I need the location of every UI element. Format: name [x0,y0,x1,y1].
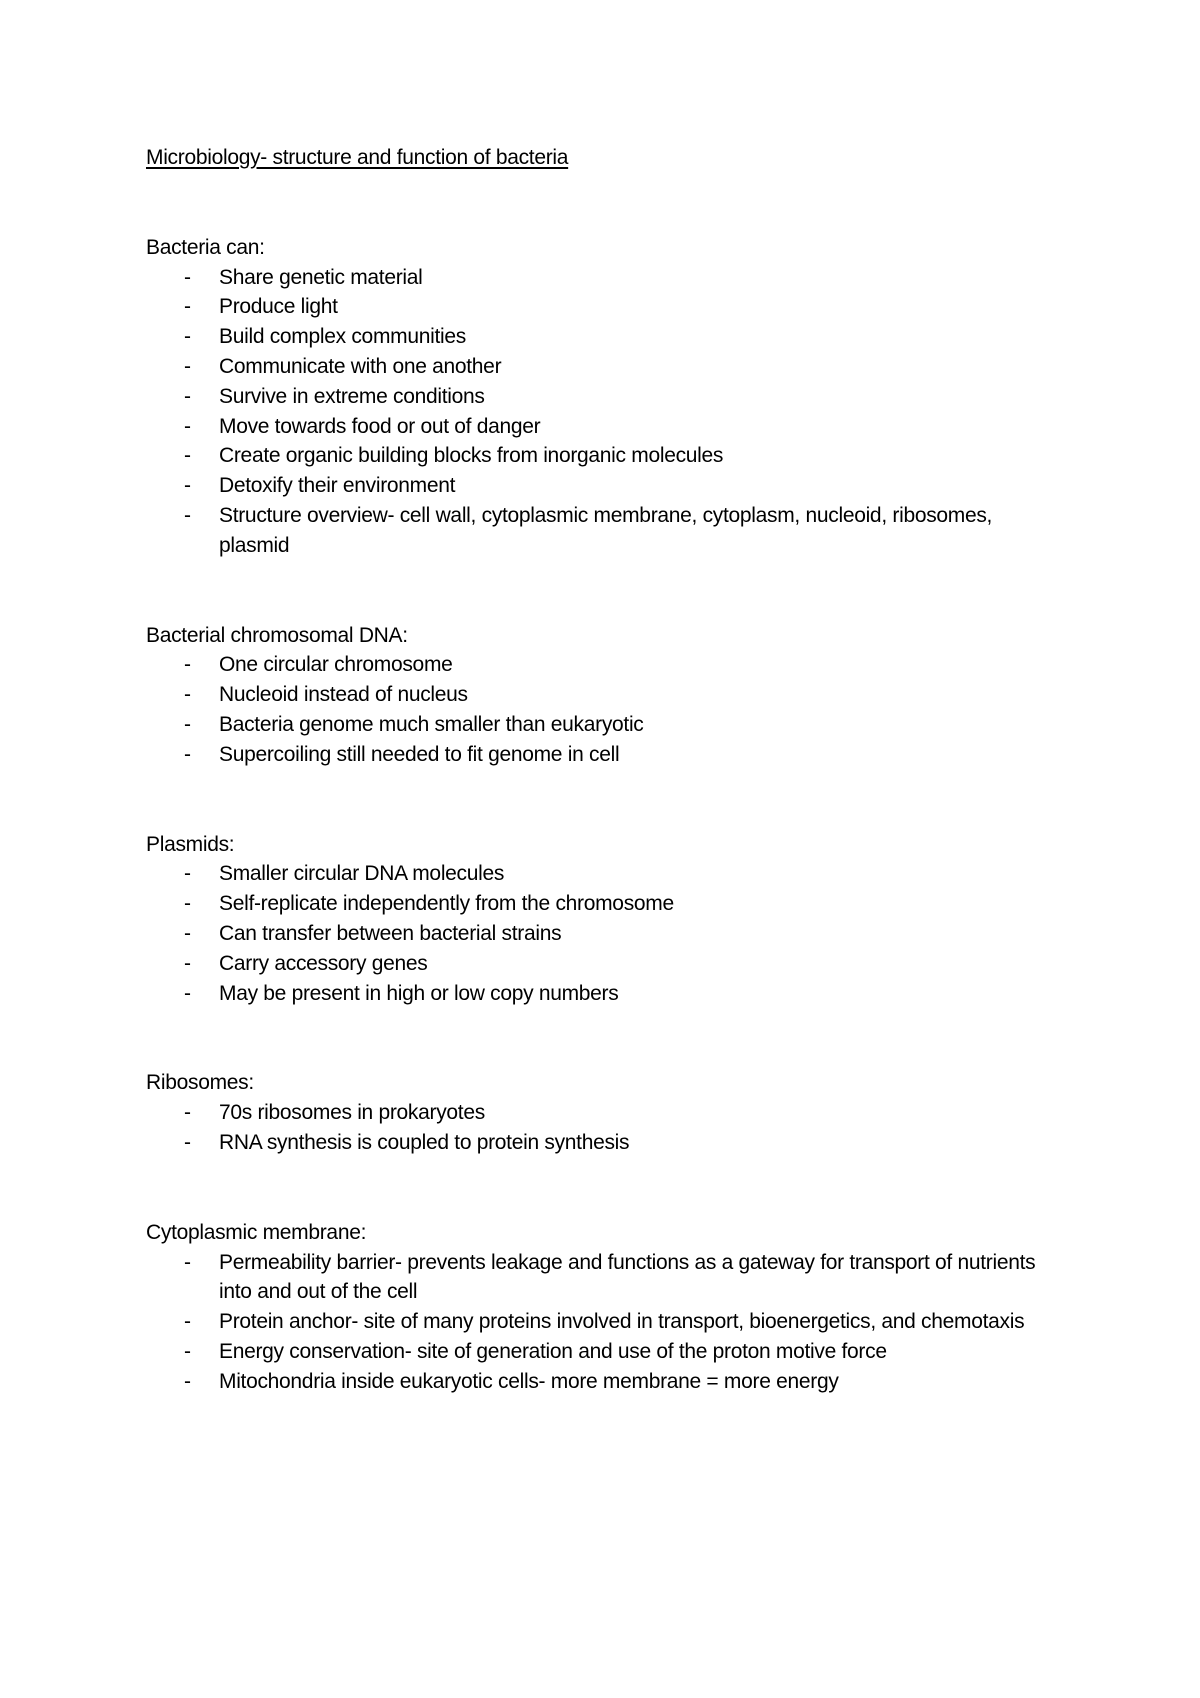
list-item [146,1367,1066,1397]
list-item-text: Share genetic material [219,265,423,289]
list-item-text: 70s ribosomes in prokaryotes [219,1101,485,1125]
list-item-text: Self-replicate independently from the chromosome [219,892,674,916]
dash-bullet: - [184,474,191,498]
spacer [146,770,1066,830]
list-item-text: Survive in extreme conditions [219,384,485,408]
dash-bullet: - [184,265,191,289]
bullet-list [146,1098,1066,1158]
dash-bullet: - [184,414,191,438]
section-heading: Bacteria can: [146,235,265,259]
list-item [146,949,1066,979]
bullet-list [146,650,1066,769]
dash-bullet: - [184,325,191,349]
section-ribosomes [146,1068,1066,1157]
list-item [146,1128,1066,1158]
list-item-text: Permeability barrier- prevents leakage and functions as a gateway for transport of nutrients into and out of the cell [219,1250,1036,1304]
dash-bullet: - [184,981,191,1005]
list-item [146,680,1066,710]
dash-bullet: - [184,892,191,916]
list-item [146,1337,1066,1367]
dash-bullet: - [184,503,191,527]
list-item-text: Supercoiling still needed to fit genome in cell [219,742,620,766]
list-item [146,740,1066,770]
section-heading: Cytoplasmic membrane: [146,1220,367,1244]
dash-bullet: - [184,444,191,468]
dash-bullet: - [184,683,191,707]
list-item-text: Carry accessory genes [219,951,428,975]
list-item [146,441,1066,471]
bullet-list [146,859,1066,1008]
list-item [146,859,1066,889]
dash-bullet: - [184,1101,191,1125]
list-item-text: Bacteria genome much smaller than eukaryotic [219,712,644,736]
list-item [146,710,1066,740]
dash-bullet: - [184,862,191,886]
spacer [146,1158,1066,1218]
list-item-text: Mitochondria inside eukaryotic cells- more membrane = more energy [219,1369,839,1393]
list-item [146,979,1066,1009]
section-heading: Plasmids: [146,832,235,856]
dash-bullet: - [184,742,191,766]
list-item-text: RNA synthesis is coupled to protein synthesis [219,1130,630,1154]
list-item [146,292,1066,322]
dash-bullet: - [184,1339,191,1363]
list-item [146,919,1066,949]
section-heading: Ribosomes: [146,1071,254,1095]
list-item-text: Produce light [219,295,338,319]
list-item-text: Move towards food or out of danger [219,414,541,438]
list-item-text: Can transfer between bacterial strains [219,921,562,945]
dash-bullet: - [184,295,191,319]
spacer [146,561,1066,621]
list-item-text: One circular chromosome [219,653,453,677]
section-heading: Bacterial chromosomal DNA: [146,623,408,647]
section-chromosomal-dna [146,621,1066,770]
list-item [146,382,1066,412]
section-bacteria-can [146,233,1066,561]
list-item [146,1248,1066,1308]
list-item-text: Nucleoid instead of nucleus [219,683,468,707]
bullet-list [146,1248,1066,1397]
dash-bullet: - [184,384,191,408]
list-item [146,322,1066,352]
list-item-text: Communicate with one another [219,354,502,378]
list-item-text: Build complex communities [219,325,466,349]
document-page [146,143,1066,1397]
dash-bullet: - [184,951,191,975]
spacer [146,173,1066,233]
list-item [146,263,1066,293]
list-item-text: Create organic building blocks from inorganic molecules [219,444,724,468]
list-item [146,352,1066,382]
dash-bullet: - [184,1310,191,1334]
dash-bullet: - [184,1130,191,1154]
list-item [146,889,1066,919]
section-cytoplasmic-membrane [146,1218,1066,1397]
list-item-text: Protein anchor- site of many proteins involved in transport, bioenergetics, and chemotaxis [219,1310,1025,1334]
list-item-text: Smaller circular DNA molecules [219,862,505,886]
list-item [146,412,1066,442]
list-item-text: Detoxify their environment [219,474,456,498]
list-item [146,1307,1066,1337]
list-item [146,501,1066,561]
list-item [146,1098,1066,1128]
bullet-list [146,263,1066,561]
dash-bullet: - [184,921,191,945]
dash-bullet: - [184,1369,191,1393]
dash-bullet: - [184,653,191,677]
list-item-text: Structure overview- cell wall, cytoplasmic membrane, cytoplasm, nucleoid, ribosomes, plasmid [219,503,993,557]
list-item-text: May be present in high or low copy numbers [219,981,619,1005]
list-item [146,650,1066,680]
list-item-text: Energy conservation- site of generation and use of the proton motive force [219,1339,887,1363]
document-title: Microbiology- structure and function of bacteria [146,146,569,169]
spacer [146,1008,1066,1068]
dash-bullet: - [184,1250,191,1274]
dash-bullet: - [184,354,191,378]
dash-bullet: - [184,712,191,736]
section-plasmids [146,830,1066,1009]
list-item [146,471,1066,501]
